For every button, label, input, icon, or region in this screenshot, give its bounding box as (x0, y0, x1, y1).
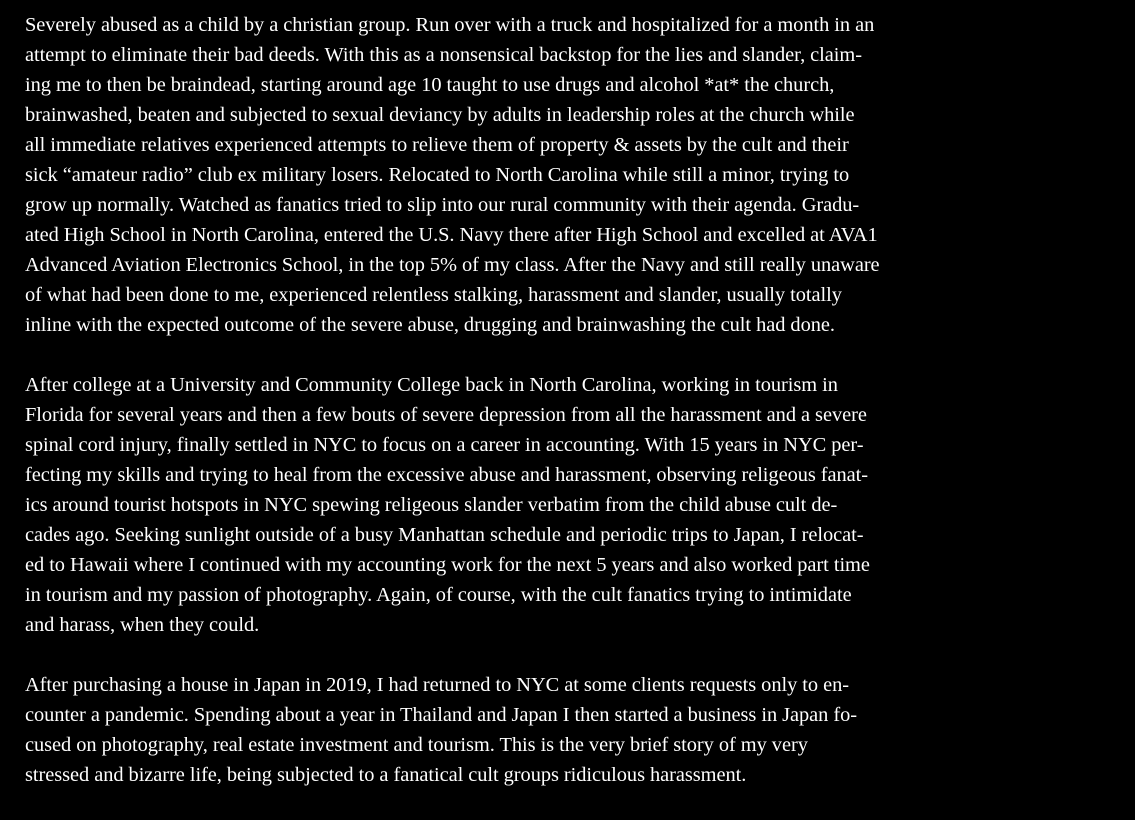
paragraph-spacer (25, 640, 1115, 670)
text-line: After college at a University and Community College back in North Carolina, working in tourism in (25, 374, 838, 396)
text-line: and harass, when they could. (25, 614, 260, 636)
text-line: Florida for several years and then a few bouts of severe depression from all the harassment and a severe (25, 404, 867, 426)
text-line: stressed and bizarre life, being subjected to a fanatical cult groups ridiculous harassment. (25, 764, 747, 786)
paragraph-2 (25, 370, 1115, 640)
text-line: Advanced Aviation Electronics School, in the top 5% of my class. After the Navy and still really unaware (25, 254, 880, 276)
text-line: sick “amateur radio” club ex military losers. Relocated to North Carolina while still a minor, trying to (25, 164, 850, 186)
text-line: brainwashed, beaten and subjected to sexual deviancy by adults in leadership roles at the church while (25, 104, 855, 126)
text-line: inline with the expected outcome of the severe abuse, drugging and brainwashing the cult had done. (25, 314, 835, 336)
text-line: fecting my skills and trying to heal from the excessive abuse and harassment, observing religeous fanat- (25, 464, 869, 486)
text-line: counter a pandemic. Spending about a year in Thailand and Japan I then started a business in Japan fo- (25, 704, 857, 726)
text-line: ics around tourist hotspots in NYC spewing religeous slander verbatim from the child abuse cult de- (25, 494, 838, 516)
text-line: grow up normally. Watched as fanatics tried to slip into our rural community with their agenda. Gradu- (25, 194, 860, 216)
text-line: in tourism and my passion of photography. Again, of course, with the cult fanatics trying to intimidate (25, 584, 852, 606)
text-line: spinal cord injury, finally settled in NYC to focus on a career in accounting. With 15 years in NYC per- (25, 434, 864, 456)
paragraph-1 (25, 10, 1115, 340)
text-line: ed to Hawaii where I continued with my accounting work for the next 5 years and also worked part time (25, 554, 870, 576)
text-line: attempt to eliminate their bad deeds. With this as a nonsensical backstop for the lies and slander, claim- (25, 44, 862, 66)
text-line: After purchasing a house in Japan in 2019, I had returned to NYC at some clients requests only to en- (25, 674, 849, 696)
text-line: ing me to then be braindead, starting around age 10 taught to use drugs and alcohol *at* the church, (25, 74, 835, 96)
story-text-block (25, 10, 1115, 790)
paragraph-spacer (25, 340, 1115, 370)
text-line: ated High School in North Carolina, entered the U.S. Navy there after High School and excelled at AVA1 (25, 224, 878, 246)
text-line: cades ago. Seeking sunlight outside of a busy Manhattan schedule and periodic trips to Japan, I relocat- (25, 524, 864, 546)
paragraph-3 (25, 670, 1115, 790)
text-line: of what had been done to me, experienced relentless stalking, harassment and slander, usually totally (25, 284, 842, 306)
text-line: all immediate relatives experienced attempts to relieve them of property & assets by the cult and their (25, 134, 849, 156)
text-line: cused on photography, real estate investment and tourism. This is the very brief story of my very (25, 734, 808, 756)
text-line: Severely abused as a child by a christian group. Run over with a truck and hospitalized for a month in an (25, 14, 875, 36)
